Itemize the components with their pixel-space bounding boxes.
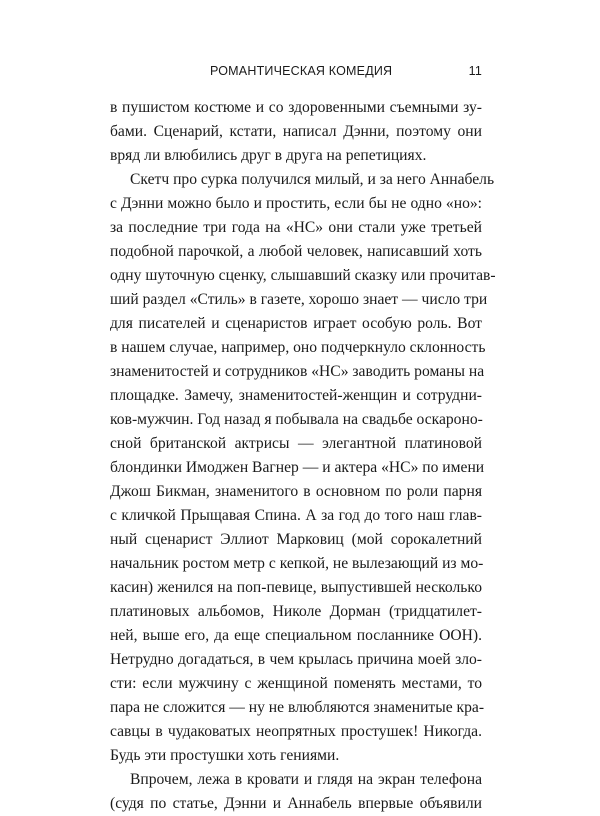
text-line: ший раздел «Стиль» в газете, хорошо знает — число три <box>110 291 488 308</box>
paragraph <box>110 168 496 768</box>
text-line: платиновых альбомов, Николе Дорман (тридцатилет- <box>110 603 482 620</box>
text-line: Будь эти простушки хоть гениями. <box>110 747 340 764</box>
text-line: в нашем случае, например, оно подчеркнуло склонность <box>110 339 486 356</box>
text-line: блондинки Имоджен Вагнер — и актера «НС» по имени <box>110 459 485 476</box>
text-line: Скетч про сурка получился милый, и за него Аннабель <box>130 171 495 188</box>
paragraph <box>110 96 482 168</box>
text-line: одну шуточную сценку, слышавший сказку или прочитав- <box>110 267 496 284</box>
running-title: РОМАНТИЧЕСКАЯ КОМЕДИЯ <box>210 64 393 78</box>
text-line: ный сценарист Эллиот Марковиц (мой сорокалетний <box>110 531 482 548</box>
text-line: вряд ли влюбились друг в друга на репетициях. <box>110 147 427 164</box>
text-line: Нетрудно догадаться, в чем крылась причина моей зло- <box>110 651 482 668</box>
text-line: начальник ростом метр с кепкой, не вылезающий из мо- <box>110 555 484 572</box>
text-line: бами. Сценарий, кстати, написал Дэнни, поэтому они <box>110 123 482 140</box>
text-line: савцы в чудаковатых неопрятных простушек! Никогда. <box>110 723 482 740</box>
text-line: за последние три года на «НС» они стали уже третьей <box>110 219 482 236</box>
text-line: с Дэнни можно было и простить, если бы не одно «но»: <box>110 195 482 212</box>
text-line: (судя по статье, Дэнни и Аннабель впервые объявили <box>110 795 482 812</box>
text-line: подобной парочкой, а любой человек, написавший хоть <box>110 243 482 260</box>
body-text <box>110 96 496 816</box>
text-line: для писателей и сценаристов играет особую роль. Вот <box>110 315 482 332</box>
text-line: площадке. Замечу, знаменитостей-женщин и сотрудни- <box>110 387 482 404</box>
text-line: сти: если мужчину с женщиной поменять местами, то <box>110 675 482 692</box>
running-head <box>110 64 482 82</box>
text-line: ков-мужчин. Год назад я побывала на свадьбе оскароно- <box>110 411 483 428</box>
paragraph <box>110 768 482 816</box>
text-line: с кличкой Прыщавая Спина. А за год до того наш глав- <box>110 507 482 524</box>
text-line: знаменитостей и сотрудников «НС» заводить романы на <box>110 363 485 380</box>
text-line: пара не сложится — ну не влюбляются знаменитые кра- <box>110 699 485 716</box>
page-number: 11 <box>468 64 482 78</box>
text-line: в пушистом костюме и со здоровенными съемными зу- <box>110 99 482 116</box>
text-line: Впрочем, лежа в кровати и глядя на экран телефона <box>130 771 482 788</box>
text-line: ней, выше его, да еще специальном посланнике ООН). <box>110 627 482 644</box>
text-line: касин) женился на поп-певице, выпустившей несколько <box>110 579 482 596</box>
text-line: сной британской актрисы — элегантной платиновой <box>110 435 482 452</box>
text-line: Джош Бикман, знаменитого в основном по роли парня <box>110 483 482 500</box>
